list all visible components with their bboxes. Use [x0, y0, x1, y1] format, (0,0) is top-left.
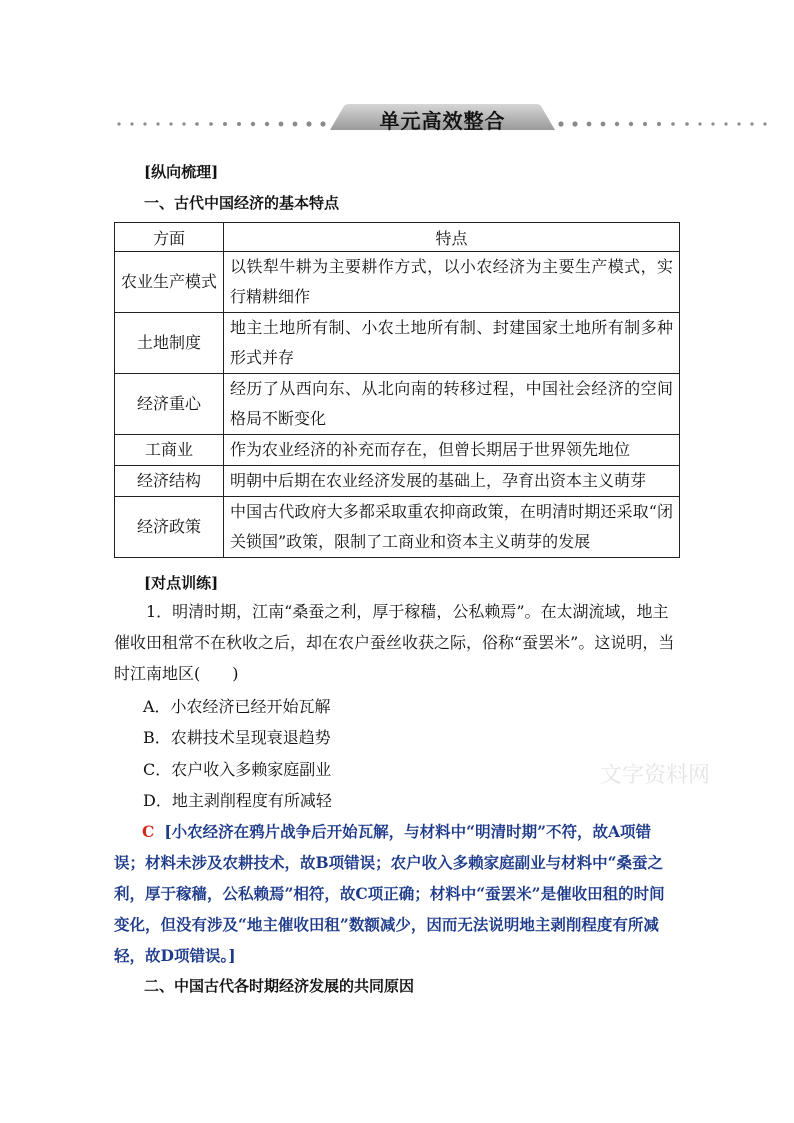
dotted-rule-right: [555, 121, 775, 127]
col-header-feature: 特点: [224, 223, 680, 252]
heading-common-causes: 二、中国古代各时期经济发展的共同原因: [144, 977, 415, 995]
feature-cell: 中国古代政府大多都采取重农抑商政策，在明清时期还采取“闭关锁国”政策，限制了工商业和资本主义萌芽的发展: [224, 497, 680, 558]
aspect-cell: 经济重心: [115, 374, 224, 435]
table-row: [115, 313, 680, 374]
feature-cell: 作为农业经济的补充而存在，但曾长期居于世界领先地位: [224, 435, 680, 466]
feature-cell: 地主土地所有制、小农土地所有制、封建国家土地所有制多种形式并存: [224, 313, 680, 374]
table-row: [115, 466, 680, 497]
question-stem: 1．明清时期，江南“桑蚕之利，厚于稼穑，公私赖焉”。在太湖流域，地主催收田租常不在秋收之后，却在农户蚕丝收获之际，俗称“蚕罢米”。这说明，当时江南地区( ): [114, 602, 675, 683]
table-row: [115, 435, 680, 466]
header-tab: [330, 104, 555, 133]
answer-block: [114, 816, 680, 971]
aspect-cell: 农业生产模式: [115, 252, 224, 313]
option-d: D．地主剥削程度有所减轻: [143, 791, 332, 810]
table-row: [115, 374, 680, 435]
table-row: [115, 497, 680, 558]
answer-letter: C: [142, 822, 155, 841]
aspect-cell: 经济政策: [115, 497, 224, 558]
dotted-rule-left: [115, 121, 330, 127]
feature-cell: 以铁犁牛耕为主要耕作方式，以小农经济为主要生产模式，实行精耕细作: [224, 252, 680, 313]
feature-cell: 明朝中后期在农业经济发展的基础上，孕育出资本主义萌芽: [224, 466, 680, 497]
answer-explanation: [小农经济在鸦片战争后开始瓦解，与材料中“明清时期”不符，故A项错误；材料未涉及农耕技术，故B项错误；农户收入多赖家庭副业与材料中“桑蚕之利，厚于稼穑，公私赖焉”相符，故C项正确；材料中“蚕罢米”是催收田租的时间变化，但没有涉及“地主催收田租”数额减少，因而无法说明地主剥削程度有所减轻，故D项错误。]: [114, 822, 665, 965]
header-banner: [115, 100, 775, 132]
section-tag-review: [纵向梳理]: [144, 163, 219, 181]
page-title: 单元高效整合: [379, 109, 506, 133]
option-c: C．农户收入多赖家庭副业: [143, 760, 332, 779]
aspect-cell: 工商业: [115, 435, 224, 466]
watermark: 文字资料网: [600, 763, 711, 788]
table-header-row: [115, 223, 680, 252]
section-tag-practice: [对点训练]: [144, 574, 219, 592]
aspect-cell: 经济结构: [115, 466, 224, 497]
col-header-aspect: 方面: [115, 223, 224, 252]
features-table: [114, 222, 680, 558]
heading-basic-features: 一、古代中国经济的基本特点: [144, 194, 340, 212]
option-b: B．农耕技术呈现衰退趋势: [143, 728, 331, 747]
feature-cell: 经历了从西向东、从北向南的转移过程，中国社会经济的空间格局不断变化: [224, 374, 680, 435]
table-row: [115, 252, 680, 313]
aspect-cell: 土地制度: [115, 313, 224, 374]
option-a: A．小农经济已经开始瓦解: [143, 697, 331, 716]
